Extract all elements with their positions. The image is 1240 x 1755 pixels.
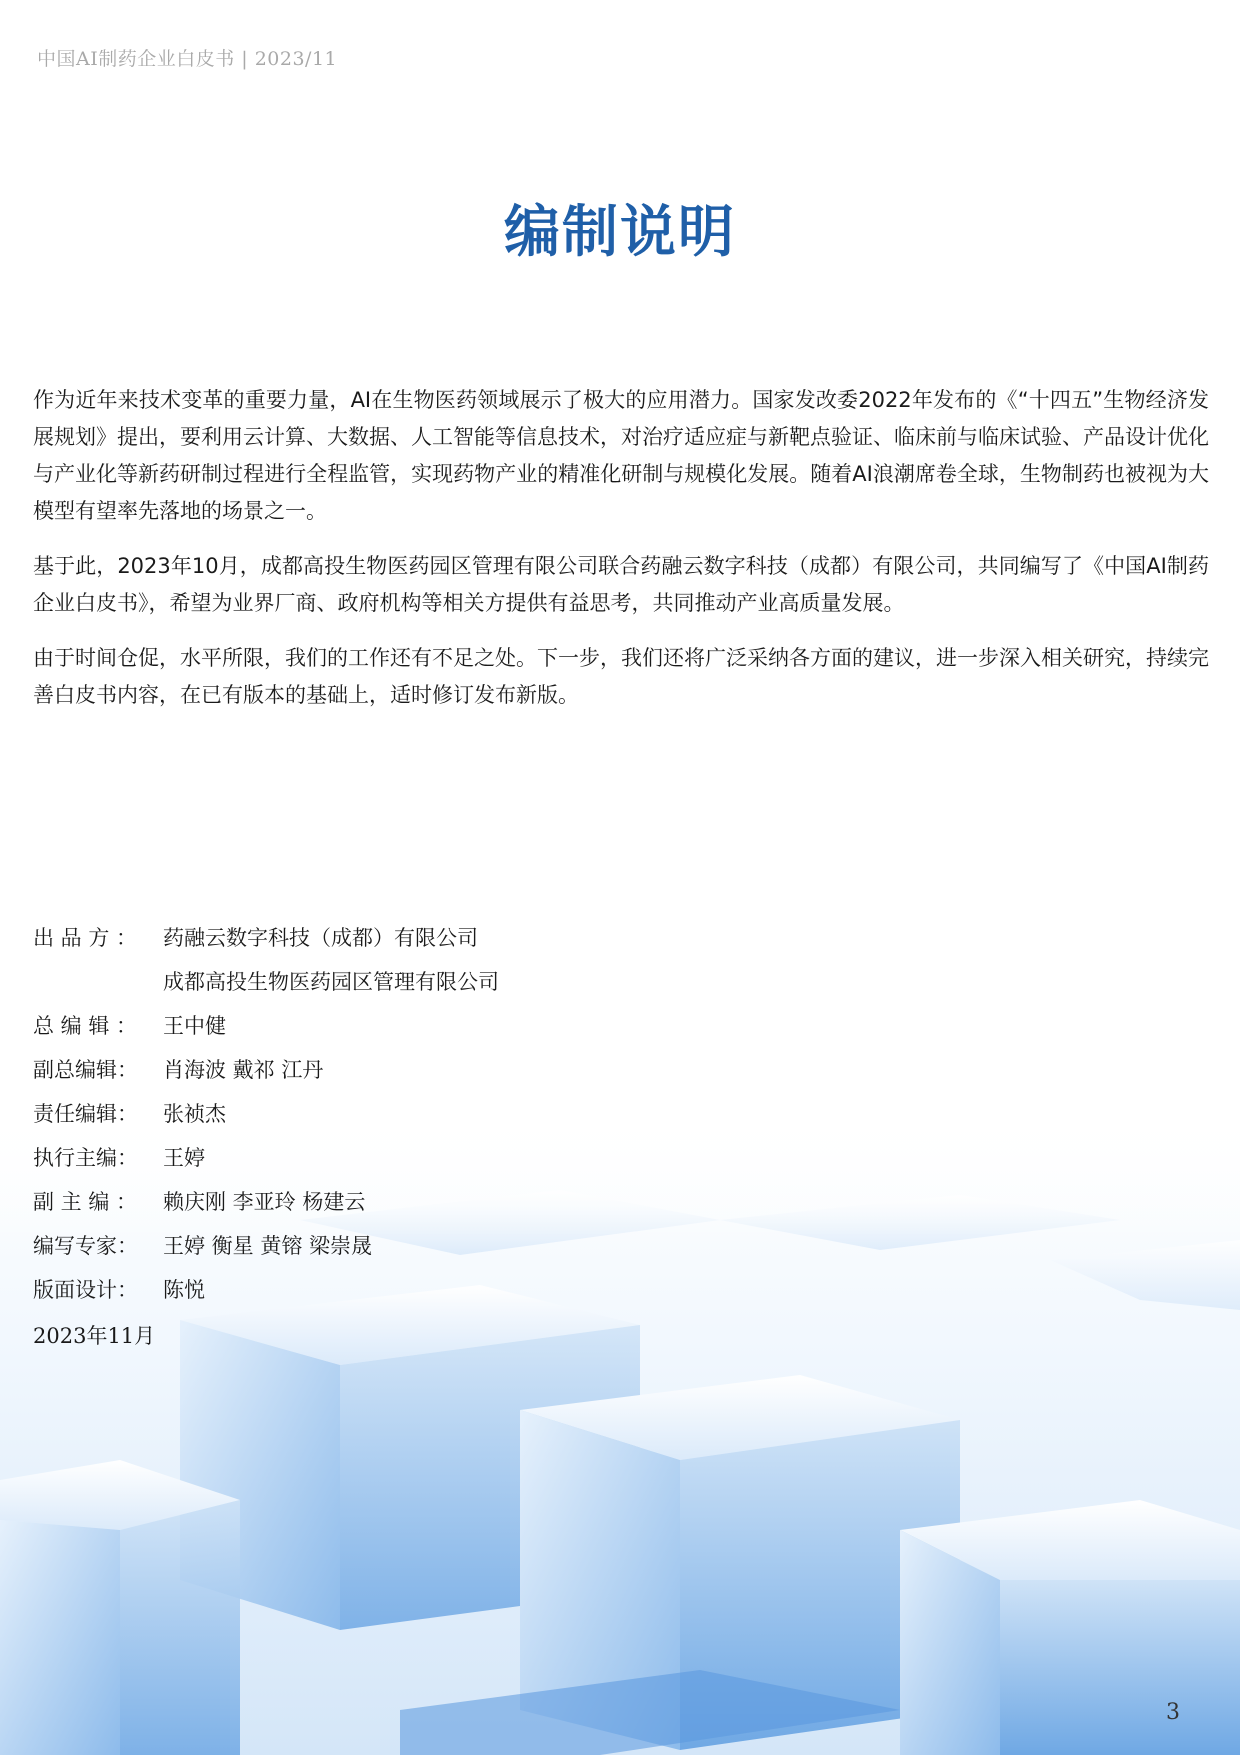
page-title: 编制说明: [504, 200, 736, 265]
credit-label: 责任编辑：: [33, 1102, 138, 1126]
deputy-chief-editors: 肖海波 戴祁 江丹: [163, 1058, 324, 1082]
credit-label: 副总编辑：: [33, 1058, 138, 1082]
responsible-editor: 张祯杰: [163, 1102, 226, 1126]
paragraph-2: 基于此，2023年10月，成都高投生物医药园区管理有限公司联合药融云数字科技（成都）有限公司，共同编写了《中国AI制药企业白皮书》，希望为业界厂商、政府机构等相关方提供有益思考，共同推动产业高质量发展。: [33, 554, 1209, 615]
publisher-2: 成都高投生物医药园区管理有限公司: [163, 970, 499, 994]
associate-editors: 赖庆刚 李亚玲 杨建云: [163, 1190, 366, 1214]
credit-label: 出 品 方 ：: [33, 926, 138, 950]
credits-block: [33, 916, 499, 1358]
credit-row-associate-editor: [33, 1180, 499, 1224]
paragraph-3: 由于时间仓促，水平所限，我们的工作还有不足之处。下一步，我们还将广泛采纳各方面的建议，进一步深入相关研究，持续完善白皮书内容，在已有版本的基础上，适时修订发布新版。: [33, 646, 1209, 707]
credit-row-designer: [33, 1268, 499, 1312]
credit-row-chief-editor: [33, 1004, 499, 1048]
body-text: [33, 382, 1209, 732]
credit-label: 编写专家：: [33, 1234, 138, 1258]
credit-row-deputy-chief: [33, 1048, 499, 1092]
publication-date: 2023年11月: [33, 1324, 156, 1348]
chief-editor: 王中健: [163, 1014, 226, 1038]
publisher-list: [163, 916, 499, 1004]
executive-editor: 王婷: [163, 1146, 205, 1170]
credit-row-writers: [33, 1224, 499, 1268]
publisher-1: 药融云数字科技（成都）有限公司: [163, 926, 478, 950]
designer: 陈悦: [163, 1278, 205, 1302]
credit-label: 执行主编：: [33, 1146, 138, 1170]
credit-label: 总 编 辑 ：: [33, 1014, 138, 1038]
credit-row-responsible-editor: [33, 1092, 499, 1136]
page-number: 3: [1166, 1700, 1180, 1725]
credit-row-executive-editor: [33, 1136, 499, 1180]
running-header: 中国AI制药企业白皮书 | 2023/11: [37, 48, 338, 70]
credit-row-publisher: [33, 916, 499, 1004]
credit-label: 版面设计：: [33, 1278, 138, 1302]
writers: 王婷 衡星 黄镕 梁崇晟: [163, 1234, 373, 1258]
paragraph-1: 作为近年来技术变革的重要力量，AI在生物医药领域展示了极大的应用潜力。国家发改委2022年发布的《“十四五”生物经济发展规划》提出，要利用云计算、大数据、人工智能等信息技术，对治疗适应症与新靶点验证、临床前与临床试验、产品设计优化与产业化等新药研制过程进行全程监管，实现药物产业的精准化研制与规模化发展。随着AI浪潮席卷全球，生物制药也被视为大模型有望率先落地的场景之一。: [33, 388, 1209, 523]
credit-label: 副 主 编 ：: [33, 1190, 138, 1214]
